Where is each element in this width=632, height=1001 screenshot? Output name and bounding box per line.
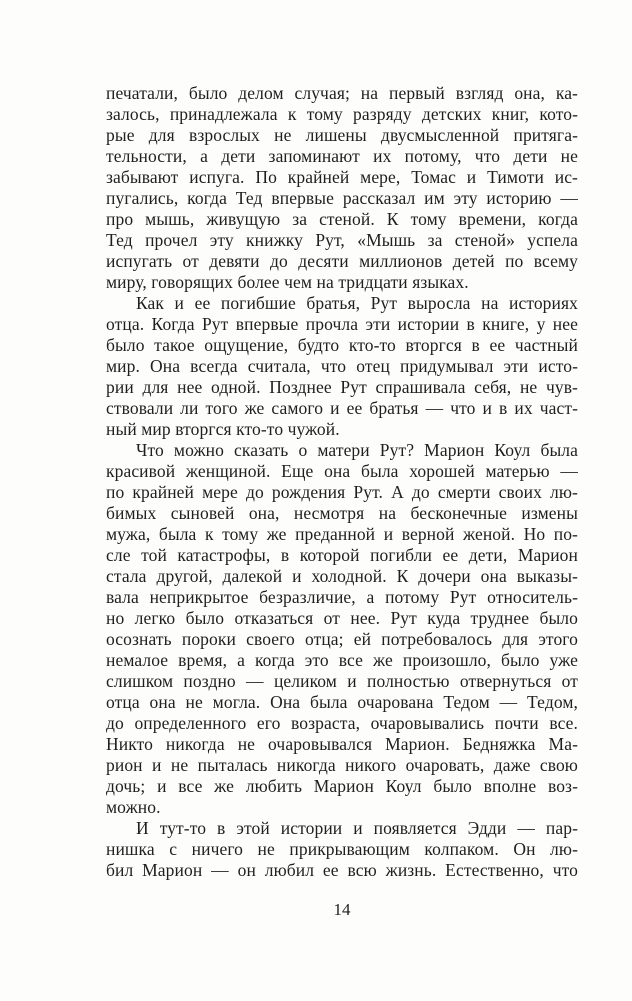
text-line: отца она не могла. Она была очарована Тедом — Тедом, [106, 692, 578, 712]
text-line: бил Марион — он любил ее всю жизнь. Естественно, что [106, 860, 578, 880]
text-line: залось, принадлежала к тому разряду детских книг, кото- [106, 104, 578, 124]
text-line: слишком поздно — целиком и полностью отвернуться от [106, 671, 578, 691]
text-line: испугать от девяти до десяти миллионов детей по всему [106, 251, 578, 271]
text-line: стала другой, далекой и холодной. К дочери она выказы- [106, 566, 578, 586]
text-line: И тут-то в этой истории и появляется Эдди — пар- [136, 818, 578, 838]
text-line: немалое время, а когда это все же произошло, было уже [106, 650, 578, 670]
text-line: вала неприкрытое безразличие, а потому Рут относитель- [106, 587, 578, 607]
paragraph [106, 293, 578, 440]
text-line: осознать пороки своего отца; ей потребовалось для этого [106, 629, 578, 649]
text-line: красивой женщиной. Еще она была хорошей матерью — [106, 461, 578, 481]
text-line: тельности, а дети запоминают их потому, что дети не [106, 146, 578, 166]
text-line: мир. Она всегда считала, что отец придумывал эти исто- [106, 356, 578, 376]
text-line: Как и ее погибшие братья, Рут выросла на историях [136, 293, 578, 313]
text-line: было такое ощущение, будто кто-то вторгся в ее частный [106, 335, 578, 355]
text-line: можно. [106, 797, 161, 817]
text-line: забывают испуга. По крайней мере, Томас и Тимоти ис- [106, 167, 578, 187]
text-line: мужа, была к тому же преданной и верной женой. Но по- [106, 524, 578, 544]
page-number: 14 [333, 900, 351, 919]
text-line: бимых сыновей она, несмотря на бесконечные измены [106, 503, 578, 523]
text-line: отца. Когда Рут впервые прочла эти истории в книге, у нее [106, 314, 578, 334]
paragraph [106, 818, 578, 881]
text-line: сле той катастрофы, в которой погибли ее дети, Марион [106, 545, 578, 565]
text-line: нишка с ничего не прикрывающим колпаком. Он лю- [106, 839, 578, 859]
text-line: но легко было отказаться от нее. Рут куда труднее было [106, 608, 578, 628]
text-line: дочь; и все же любить Марион Коул было вполне воз- [106, 776, 578, 796]
text-line: Что можно сказать о матери Рут? Марион Коул была [136, 440, 578, 460]
paragraph [106, 83, 578, 293]
text-line: печатали, было делом случая; на первый взгляд она, ка- [106, 83, 578, 103]
text-line: до определенного его возраста, очаровывались почти все. [106, 713, 578, 733]
text-line: Тед прочел эту книжку Рут, «Мышь за стеной» успела [106, 230, 578, 250]
text-line: по крайней мере до рождения Рут. А до смерти своих лю- [106, 482, 578, 502]
text-line: рион и не пыталась никогда никого очаровать, даже свою [106, 755, 578, 775]
text-block [106, 83, 578, 881]
text-line: ствовали ли того же самого и ее братья — что и в их част- [106, 398, 578, 418]
text-line: рии для нее одной. Позднее Рут спрашивала себя, не чув- [106, 377, 578, 397]
paragraph [106, 440, 578, 818]
text-line: про мышь, живущую за стеной. К тому времени, когда [106, 209, 578, 229]
text-line: рые для взрослых не лишены двусмысленной притяга- [106, 125, 578, 145]
text-line: пугались, когда Тед впервые рассказал им эту историю — [106, 188, 578, 208]
text-line: ный мир вторгся кто-то чужой. [106, 419, 340, 439]
text-line: миру, говорящих более чем на тридцати языках. [106, 272, 469, 292]
text-line: Никто никогда не очаровывался Марион. Бедняжка Ма- [106, 734, 578, 754]
